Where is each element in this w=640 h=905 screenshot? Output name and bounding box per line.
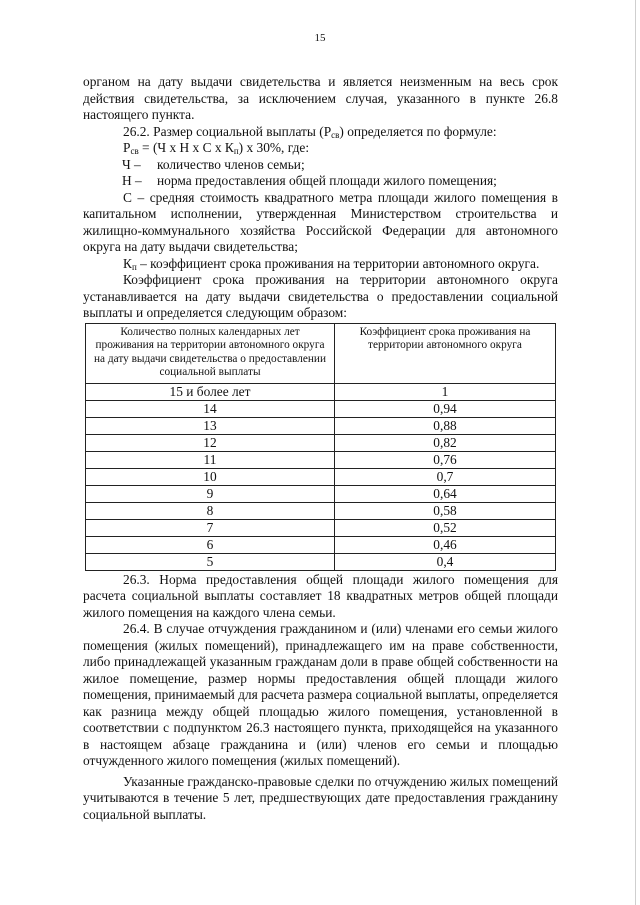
paragraph-coefficient: Коэффициент срока проживания на территории автономного округа устанавливается на дату выдачи свидетельства о предоставлении социальной выплаты и определяется следующим образом:: [83, 272, 558, 320]
formula: $Р_{св} = (Ч$ х Н х С х $К_п$) х 30%, где:: [123, 140, 310, 156]
paragraph-26-3: 26.3. Норма предоставления общей площади жилого помещения для расчета социальной выплаты составляет 18 квадратных метров общей площади жилого помещения на каждого члена семьи.: [83, 571, 558, 620]
definition-kp: $К_п$ – коэффициент срока проживания на территории автономного округа.: [123, 255, 540, 272]
paragraph-continuation: органом на дату выдачи свидетельства и является неизменным на весь срок действия свидетельства, за исключением случая, указанного в пункте 26.8 настоящего пункта.: [83, 74, 558, 122]
table-row: 9 0,64: [86, 485, 556, 502]
scan-edge-line: [635, 0, 636, 905]
table-row: 7 0,52: [86, 519, 556, 536]
table-row: 5 0,4: [86, 553, 556, 570]
table-row: 14 0,94: [86, 400, 556, 417]
table-row: 13 0,88: [86, 417, 556, 434]
table-row: 11 0,76: [86, 451, 556, 468]
page-number: 15: [314, 32, 326, 44]
table-row: 12 0,82: [86, 434, 556, 451]
document-body: [83, 74, 558, 823]
definition-s: С – средняя стоимость квадратного метра площади жилого помещения в капитальном исполнении, утвержденная Министерством строительства и жилищно-коммунального хозяйства Российской Федерации для автономного округа на дату выдачи свидетельства;: [83, 189, 558, 254]
table-row: 8 0,58: [86, 502, 556, 519]
definition-ch: Ч – количество членов семьи;: [122, 156, 305, 172]
table-header-years: Количество полных календарных лет проживания на территории автономного округа на дату выдачи свидетельства о предоставлении социальной выплаты: [86, 323, 335, 383]
table-row: 15 и более лет 1: [86, 383, 556, 400]
paragraph-civil-deals: Указанные гражданско-правовые сделки по отчуждению жилых помещений учитываются в течение 5 лет, предшествующих дате предоставления гражданину социальной выплаты.: [83, 773, 558, 822]
paragraph-26-4: 26.4. В случае отчуждения гражданином и (или) членами его семьи жилого помещения (жилых помещений), принадлежащего им на праве собственности, либо принадлежащей указанным гражданам доли в праве общей собственности на жилое помещение, размер нормы предоставления общей площади жилого помещения, принимаемый для расчета размера социальной выплаты, определяется как разница между общей площадью жилого помещения, установленной в соответствии с подпунктом 26.3 настоящего пункта, приходящейся на указанного в настоящем абзаце гражданина и (или) членов его семьи и площадью отчужденного жилого помещения (жилых помещений).: [83, 621, 559, 769]
table-header-coef: Коэффициент срока проживания на территории автономного округа: [335, 323, 556, 383]
definition-n: Н – норма предоставления общей площади жилого помещения;: [122, 173, 497, 188]
coefficient-table: [85, 323, 556, 571]
table-row: 6 0,46: [86, 536, 556, 553]
paragraph-26-2: 26.2. Размер социальной выплаты $(Р_{св})$ определяется по формуле:: [123, 123, 497, 140]
table-row: 10 0,7: [86, 468, 556, 485]
